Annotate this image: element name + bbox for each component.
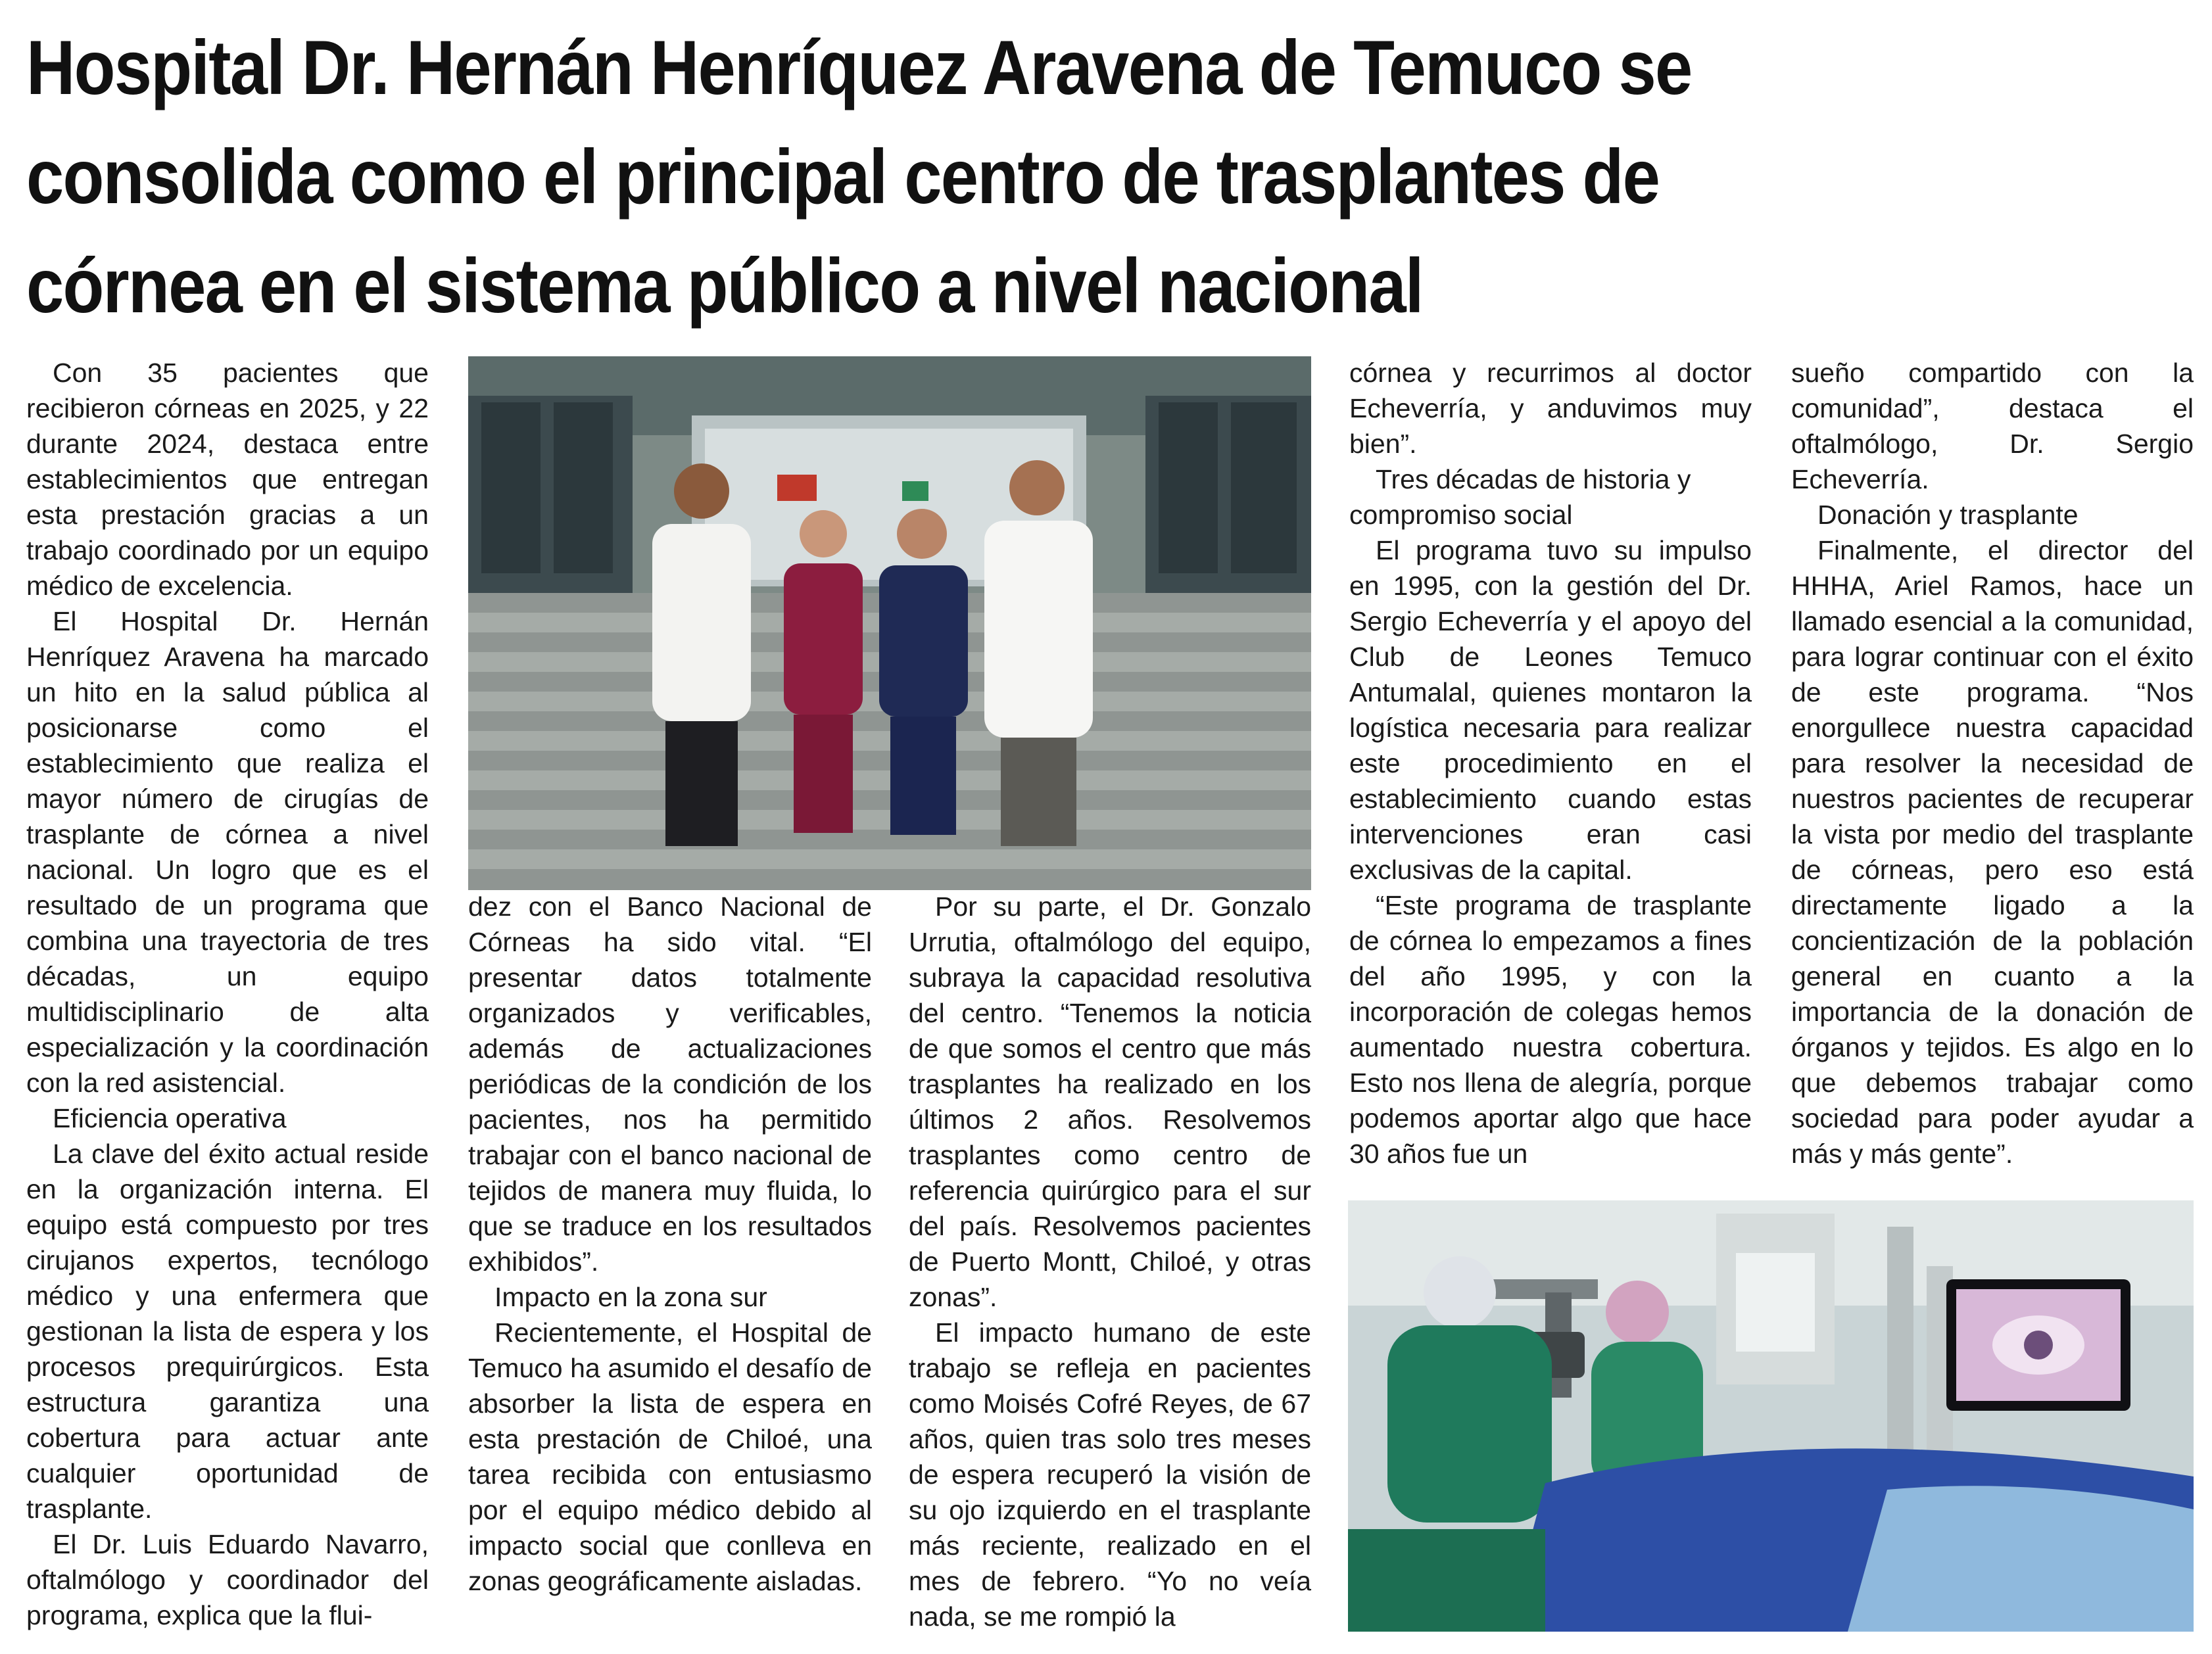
paragraph: córnea y recurrimos al doctor Echeverría, y anduvimos muy bien”. <box>1349 358 1752 459</box>
article-column-1 <box>26 355 429 1633</box>
article-headline <box>26 13 1901 341</box>
paragraph: Por su parte, el Dr. Gonzalo Urrutia, oftalmólogo del equipo, subraya la capacidad resolutiva del centro. “Tenemos la noticia de que somos el centro que más trasplantes ha realizado en los últimos 2 años. Resolvemos trasplantes como centro de referencia quirúrgico para el sur del país. Resolvemos pacientes de Puerto Montt, Chiloé, y otras zonas”. <box>909 891 1311 1312</box>
article-column-5 <box>1791 355 2194 1171</box>
subheading: Eficiencia operativa <box>53 1103 287 1133</box>
article-column-3 <box>909 889 1311 1634</box>
paragraph: sueño compartido con la comunidad”, destaca el oftalmólogo, Dr. Sergio Echeverría. <box>1791 358 2194 494</box>
team-photo <box>468 356 1311 890</box>
paragraph: El Dr. Luis Eduardo Navarro, oftalmólogo y coordinador del programa, explica que la flui- <box>26 1529 429 1630</box>
subheading: Tres décadas de historia y compromiso social <box>1349 464 1691 530</box>
paragraph: La clave del éxito actual reside en la organización interna. El equipo está compuesto por tres cirujanos expertos, tecnólogo médico y una enfermera que gestionan la lista de espera y los procesos prequirúrgicos. Esta estructura garantiza una cobertura para actuar ante cualquier oportunidad de trasplante. <box>26 1139 429 1524</box>
paragraph: El impacto humano de este trabajo se refleja en pacientes como Moisés Cofré Reyes, de 67 años, quien tras solo tres meses de espera recuperó la visión de su ojo izquierdo en el trasplante más reciente, realizado en el mes de febrero. “Yo no veía nada, se me rompió la <box>909 1317 1311 1632</box>
team-photo-image <box>468 356 1311 890</box>
paragraph: “Este programa de trasplante de córnea lo empezamos a fines del año 1995, y con la incorporación de colegas hemos aumentado nuestra cobertura. Esto nos llena de alegría, porque podemos aportar algo que hace 30 años fue un <box>1349 890 1752 1169</box>
paragraph: El Hospital Dr. Hernán Henríquez Aravena ha marcado un hito en la salud pública al posicionarse como el establecimiento que realiza el mayor número de cirugías de trasplante de córnea a nivel nacional. Un logro que es el resultado de un programa que combina una trayectoria de tres décadas, un equipo multidisciplinario de alta especialización y la coordinación con la red asistencial. <box>26 606 429 1098</box>
paragraph: Finalmente, el director del HHHA, Ariel Ramos, hace un llamado esencial a la comunidad, para lograr continuar con el éxito de este programa. “Nos enorgullece nuestra capacidad para resolver la necesidad de nuestros pacientes de recuperar la vista por medio del trasplante de córneas, pero eso está directamente ligado a la concientización de la población general en cuanto a la importancia de la donación de órganos y tejidos. Es algo en lo que debemos trabajar como sociedad para poder ayudar a más y más gente”. <box>1791 535 2194 1169</box>
subheading: Impacto en la zona sur <box>494 1282 767 1312</box>
paragraph: El programa tuvo su impulso en 1995, con la gestión del Dr. Sergio Echeverría y el apoyo del Club de Leones Temuco Antumalal, quienes montaron la logística necesaria para realizar este procedimiento en el establecimiento cuando estas intervenciones eran casi exclusivas de la capital. <box>1349 535 1752 885</box>
paragraph: dez con el Banco Nacional de Córneas ha sido vital. “El presentar datos totalmente organizados y verificables, además de actualizaciones periódicas de la condición de los pacientes, nos ha permitido trabajar con el banco nacional de tejidos de manera muy fluida, lo que se traduce en los resultados exhibidos”. <box>468 891 872 1277</box>
subheading: Donación y trasplante <box>1817 500 2079 530</box>
headline-line-2: consolida como el principal centro de trasplantes de <box>26 133 1660 220</box>
paragraph: Con 35 pacientes que recibieron córneas en 2025, y 22 durante 2024, destaca entre establecimientos que entregan esta prestación gracias a un trabajo coordinado por un equipo médico de excelencia. <box>26 358 429 601</box>
headline-line-3: córnea en el sistema público a nivel nacional <box>26 243 1423 329</box>
article-column-2 <box>468 889 872 1599</box>
surgery-photo <box>1348 1200 2194 1632</box>
surgery-photo-image <box>1348 1200 2194 1632</box>
headline-line-1: Hospital Dr. Hernán Henríquez Aravena de Temuco se <box>26 24 1692 110</box>
article-column-4 <box>1349 355 1752 1171</box>
paragraph: Recientemente, el Hospital de Temuco ha asumido el desafío de absorber la lista de espera en esta prestación de Chiloé, una tarea recibida con entusiasmo por el equipo médico debido al impacto social que conlleva en zonas geográficamente aisladas. <box>468 1317 872 1596</box>
